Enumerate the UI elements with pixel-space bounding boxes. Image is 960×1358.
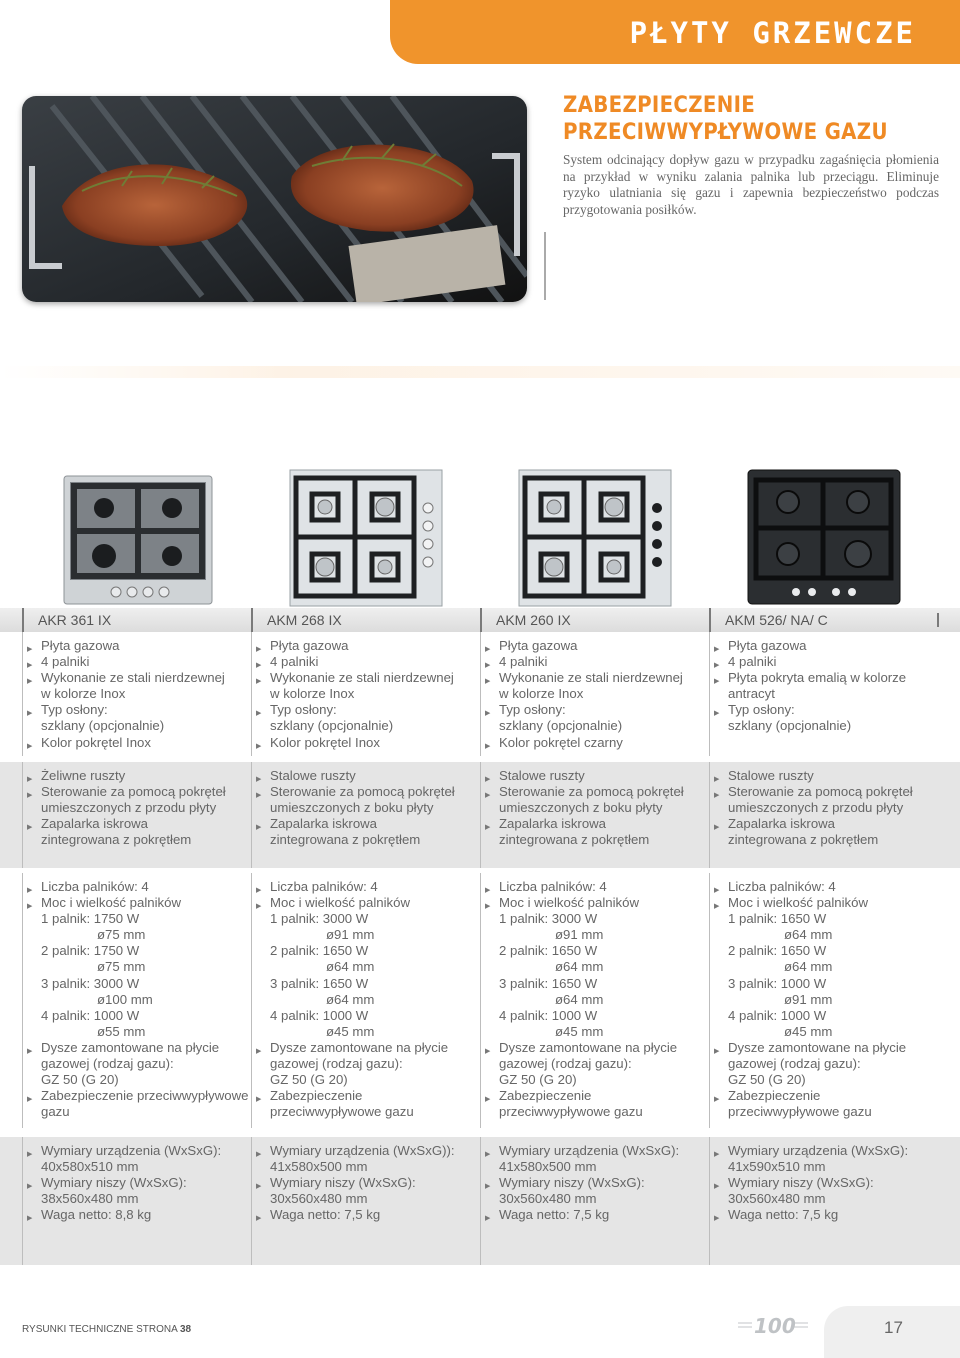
spec-line: umieszczonych z boku płyty bbox=[270, 800, 434, 816]
spec-column bbox=[22, 762, 250, 868]
spec-line: ▶ 4 palniki bbox=[499, 654, 708, 670]
anniversary-logo-text: 100 bbox=[754, 1314, 796, 1338]
hob-image-akm526 bbox=[746, 468, 901, 608]
spec-line: ø75 mm bbox=[97, 959, 146, 975]
spec-line: 1 palnik: 1750 W bbox=[41, 911, 140, 927]
spec-line: ▶ Płyta gazowa bbox=[728, 638, 937, 654]
divider bbox=[937, 613, 939, 627]
model-name: AKR 361 IX bbox=[22, 608, 250, 632]
spec-line: ▶ Waga netto: 8,8 kg bbox=[41, 1207, 250, 1223]
spec-line: ▶ 4 palniki bbox=[41, 654, 250, 670]
spec-line: ▶ Wymiary urządzenia (WxSxG)): bbox=[270, 1143, 479, 1159]
hob-image-akm260 bbox=[517, 468, 672, 608]
spec-line: gazowej (rodzaj gazu): bbox=[270, 1056, 403, 1072]
footer-ref-text: RYSUNKI TECHNICZNE STRONA bbox=[22, 1324, 178, 1335]
spec-line: 38x560x480 mm bbox=[41, 1191, 139, 1207]
spec-line: ø64 mm bbox=[555, 959, 604, 975]
spec-line: 3 palnik: 1650 W bbox=[499, 975, 598, 991]
spec-line: ▶ Zabezpieczenie przeciwwypływowe bbox=[41, 1088, 250, 1104]
spec-column bbox=[22, 1137, 250, 1265]
spec-line: ▶ Liczba palników: 4 bbox=[499, 879, 708, 895]
spec-line: umieszczonych z przodu płyty bbox=[41, 800, 217, 816]
spec-line: ▶ Wymiary urządzenia (WxSxG): bbox=[728, 1143, 937, 1159]
spec-line: ▶ Płyta gazowa bbox=[41, 638, 250, 654]
spec-line: ▶ Sterowanie za pomocą pokręteł bbox=[270, 784, 479, 800]
spec-line: przeciwwypływowe gazu bbox=[499, 1104, 643, 1120]
spec-line: ▶ Stalowe ruszty bbox=[499, 768, 708, 784]
spec-line: ø100 mm bbox=[97, 991, 153, 1007]
spec-line: w kolorze Inox bbox=[499, 686, 584, 702]
spec-line: 3 palnik: 1000 W bbox=[728, 975, 827, 991]
spec-line: ▶ Typ osłony: bbox=[270, 702, 479, 718]
hob-image-akr361 bbox=[62, 468, 217, 608]
spec-line: 41x590x510 mm bbox=[728, 1159, 826, 1175]
spec-line: ▶ Zapalarka iskrowa bbox=[270, 816, 479, 832]
spec-line: ▶ Wykonanie ze stali nierdzewnej bbox=[41, 670, 250, 686]
spec-line: GZ 50 (G 20) bbox=[728, 1072, 806, 1088]
model-header-row bbox=[0, 608, 960, 632]
spec-line: przeciwwypływowe gazu bbox=[728, 1104, 872, 1120]
spec-line: ø91 mm bbox=[326, 927, 375, 943]
spec-column bbox=[22, 632, 250, 756]
spec-line: zintegrowana z pokrętłem bbox=[270, 832, 421, 848]
feature-title-line2: PRZECIWWYPŁYWOWE GAZU bbox=[563, 120, 888, 145]
spec-line: ▶ Zapalarka iskrowa bbox=[728, 816, 937, 832]
spec-column bbox=[22, 873, 250, 1128]
spec-column bbox=[480, 762, 708, 868]
spec-line: ø75 mm bbox=[97, 927, 146, 943]
spec-column bbox=[251, 632, 479, 756]
spec-line: ø64 mm bbox=[326, 991, 375, 1007]
footer-ref-page: 38 bbox=[180, 1324, 192, 1335]
spec-line: ▶ Wymiary niszy (WxSxG): bbox=[728, 1175, 937, 1191]
spec-line: 41x580x500 mm bbox=[270, 1159, 368, 1175]
spec-line: 4 palnik: 1000 W bbox=[41, 1007, 140, 1023]
spec-section-dimensions bbox=[0, 1137, 960, 1265]
spec-line: ▶ Typ osłony: bbox=[41, 702, 250, 718]
spec-line: antracyt bbox=[728, 686, 775, 702]
spec-line: ▶ Kolor pokrętel Inox bbox=[270, 735, 479, 751]
spec-line: szklany (opcjonalnie) bbox=[41, 718, 165, 734]
page-number-tab bbox=[824, 1306, 960, 1358]
divider bbox=[544, 232, 546, 300]
anniversary-logo bbox=[738, 1314, 808, 1338]
spec-line: ▶ Moc i wielkość palników bbox=[270, 895, 479, 911]
spec-column bbox=[480, 873, 708, 1128]
spec-column bbox=[709, 1137, 937, 1265]
spec-line: ø64 mm bbox=[784, 959, 833, 975]
spec-column bbox=[251, 873, 479, 1128]
spec-line: ▶ Liczba palników: 4 bbox=[728, 879, 937, 895]
spec-line: ▶ Waga netto: 7,5 kg bbox=[499, 1207, 708, 1223]
spec-line: gazowej (rodzaj gazu): bbox=[499, 1056, 632, 1072]
spec-column bbox=[251, 762, 479, 868]
feature-title-line1: ZABEZPIECZENIE bbox=[563, 93, 756, 118]
feature-description: System odcinający dopływ gazu w przypadku zagaśnięcia płomienia na przykład w wyniku zalania palnika lub przeciągu. Eliminuje ryzyko ulatniania się gazu i zapewnia bezpieczeństwo podczas przygotowania posiłków. bbox=[563, 152, 939, 217]
spec-line: ▶ Wymiary urządzenia (WxSxG): bbox=[499, 1143, 708, 1159]
spec-line: ø45 mm bbox=[555, 1023, 604, 1039]
spec-line: 30x560x480 mm bbox=[728, 1191, 826, 1207]
spec-line: ▶ Stalowe ruszty bbox=[728, 768, 937, 784]
spec-line: ▶ Sterowanie za pomocą pokręteł bbox=[499, 784, 708, 800]
spec-line: ▶ Moc i wielkość palników bbox=[41, 895, 250, 911]
spec-line: ▶ 4 palniki bbox=[270, 654, 479, 670]
spec-line: szklany (opcjonalnie) bbox=[270, 718, 394, 734]
spec-line: ▶ Wykonanie ze stali nierdzewnej bbox=[270, 670, 479, 686]
spec-line: ø64 mm bbox=[326, 959, 375, 975]
spec-line: ▶ Sterowanie za pomocą pokręteł bbox=[41, 784, 250, 800]
spec-line: ▶ Dysze zamontowane na płycie bbox=[499, 1040, 708, 1056]
spec-line: ø45 mm bbox=[326, 1023, 375, 1039]
spec-line: gazowej (rodzaj gazu): bbox=[41, 1056, 174, 1072]
spec-section-burners bbox=[0, 873, 960, 1128]
spec-line: ▶ Zapalarka iskrowa bbox=[41, 816, 250, 832]
spec-line: ▶ Stalowe ruszty bbox=[270, 768, 479, 784]
model-name: AKM 268 IX bbox=[251, 608, 479, 632]
spec-line: ▶ Płyta gazowa bbox=[270, 638, 479, 654]
spec-line: ▶ Zapalarka iskrowa bbox=[499, 816, 708, 832]
spec-line: szklany (opcjonalnie) bbox=[499, 718, 623, 734]
spec-column bbox=[709, 632, 937, 756]
spec-line: ▶ Liczba palników: 4 bbox=[270, 879, 479, 895]
spec-column bbox=[251, 1137, 479, 1265]
model-name: AKM 260 IX bbox=[480, 608, 708, 632]
spec-line: w kolorze Inox bbox=[270, 686, 355, 702]
page-title: PŁYTY GRZEWCZE bbox=[629, 16, 916, 50]
spec-line: ▶ Zabezpieczenie bbox=[270, 1088, 479, 1104]
spec-line: 40x580x510 mm bbox=[41, 1159, 139, 1175]
decorative-band bbox=[0, 366, 960, 378]
spec-line: umieszczonych z boku płyty bbox=[499, 800, 663, 816]
spec-line: ▶ Moc i wielkość palników bbox=[499, 895, 708, 911]
steak-photo bbox=[22, 96, 527, 302]
spec-line: 4 palnik: 1000 W bbox=[728, 1007, 827, 1023]
spec-line: zintegrowana z pokrętłem bbox=[499, 832, 650, 848]
spec-line: ø91 mm bbox=[784, 991, 833, 1007]
spec-line: 3 palnik: 3000 W bbox=[41, 975, 140, 991]
spec-line: zintegrowana z pokrętłem bbox=[728, 832, 879, 848]
spec-line: ▶ Kolor pokrętel Inox bbox=[41, 735, 250, 751]
spec-line: ▶ Wymiary niszy (WxSxG): bbox=[41, 1175, 250, 1191]
spec-line: ▶ Waga netto: 7,5 kg bbox=[728, 1207, 937, 1223]
spec-line: ▶ Płyta gazowa bbox=[499, 638, 708, 654]
spec-line: 30x560x480 mm bbox=[270, 1191, 368, 1207]
spec-line: ø91 mm bbox=[555, 927, 604, 943]
spec-line: ▶ Wymiary niszy (WxSxG): bbox=[499, 1175, 708, 1191]
spec-line: 4 palnik: 1000 W bbox=[270, 1007, 369, 1023]
spec-line: 1 palnik: 1650 W bbox=[728, 911, 827, 927]
spec-line: ▶ Wykonanie ze stali nierdzewnej bbox=[499, 670, 708, 686]
spec-column bbox=[709, 873, 937, 1128]
model-name: AKM 526/ NA/ C bbox=[709, 608, 937, 632]
spec-line: 2 palnik: 1750 W bbox=[41, 943, 140, 959]
header-banner bbox=[390, 0, 960, 64]
spec-line: 4 palnik: 1000 W bbox=[499, 1007, 598, 1023]
spec-line: ▶ Moc i wielkość palników bbox=[728, 895, 937, 911]
spec-line: ø55 mm bbox=[97, 1023, 146, 1039]
spec-column bbox=[480, 632, 708, 756]
spec-line: szklany (opcjonalnie) bbox=[728, 718, 852, 734]
spec-line: ▶ Dysze zamontowane na płycie bbox=[41, 1040, 250, 1056]
spec-line: ø64 mm bbox=[555, 991, 604, 1007]
spec-line: ▶ Typ osłony: bbox=[499, 702, 708, 718]
spec-line: ▶ Kolor pokrętel czarny bbox=[499, 735, 708, 751]
spec-line: ▶ Sterowanie za pomocą pokręteł bbox=[728, 784, 937, 800]
spec-line: ▶ Waga netto: 7,5 kg bbox=[270, 1207, 479, 1223]
spec-line: ▶ Zabezpieczenie bbox=[728, 1088, 937, 1104]
spec-line: umieszczonych z przodu płyty bbox=[728, 800, 904, 816]
spec-line: GZ 50 (G 20) bbox=[41, 1072, 119, 1088]
spec-line: w kolorze Inox bbox=[41, 686, 126, 702]
spec-line: 2 palnik: 1650 W bbox=[270, 943, 369, 959]
spec-line: ▶ Wymiary urządzenia (WxSxG): bbox=[41, 1143, 250, 1159]
spec-line: przeciwwypływowe gazu bbox=[270, 1104, 414, 1120]
spec-line: ▶ 4 palniki bbox=[728, 654, 937, 670]
spec-section-general bbox=[0, 632, 960, 756]
page-number: 17 bbox=[884, 1318, 903, 1337]
spec-line: ▶ Dysze zamontowane na płycie bbox=[270, 1040, 479, 1056]
footer-ref bbox=[22, 1324, 191, 1335]
spec-line: GZ 50 (G 20) bbox=[499, 1072, 577, 1088]
spec-line: ø45 mm bbox=[784, 1023, 833, 1039]
hob-image-akm268 bbox=[288, 468, 443, 608]
spec-column bbox=[480, 1137, 708, 1265]
spec-line: ▶ Typ osłony: bbox=[728, 702, 937, 718]
spec-line: ▶ Wymiary niszy (WxSxG): bbox=[270, 1175, 479, 1191]
spec-line: ø64 mm bbox=[784, 927, 833, 943]
spec-line: 30x560x480 mm bbox=[499, 1191, 597, 1207]
spec-line: 1 palnik: 3000 W bbox=[270, 911, 369, 927]
spec-line: gazu bbox=[41, 1104, 70, 1120]
spec-line: 2 palnik: 1650 W bbox=[728, 943, 827, 959]
spec-line: zintegrowana z pokrętłem bbox=[41, 832, 192, 848]
spec-line: 1 palnik: 3000 W bbox=[499, 911, 598, 927]
spec-column bbox=[709, 762, 937, 868]
spec-line: GZ 50 (G 20) bbox=[270, 1072, 348, 1088]
spec-line: ▶ Płyta pokryta emalią w kolorze bbox=[728, 670, 937, 686]
spec-line: gazowej (rodzaj gazu): bbox=[728, 1056, 861, 1072]
spec-line: ▶ Zabezpieczenie bbox=[499, 1088, 708, 1104]
spec-section-features bbox=[0, 762, 960, 868]
spec-line: ▶ Dysze zamontowane na płycie bbox=[728, 1040, 937, 1056]
feature-title bbox=[563, 92, 903, 146]
spec-line: ▶ Liczba palników: 4 bbox=[41, 879, 250, 895]
spec-line: 41x580x500 mm bbox=[499, 1159, 597, 1175]
spec-line: ▶ Żeliwne ruszty bbox=[41, 768, 250, 784]
spec-line: 3 palnik: 1650 W bbox=[270, 975, 369, 991]
spec-line: 2 palnik: 1650 W bbox=[499, 943, 598, 959]
